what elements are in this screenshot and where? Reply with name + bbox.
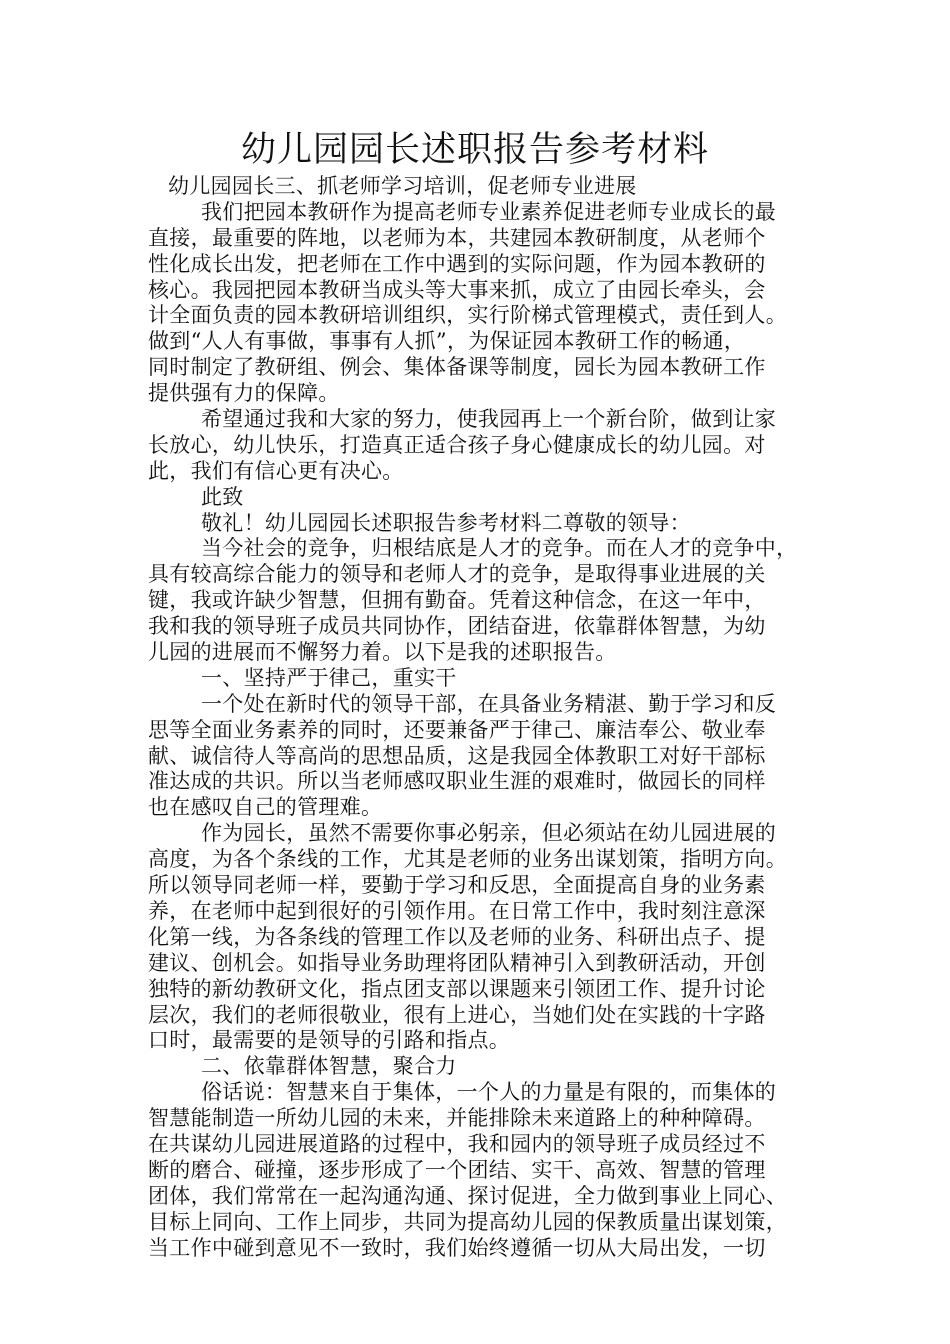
paragraph-line: 献、诚信待人等高尚的思想品质，这是我园全体教职工对好干部标 bbox=[148, 743, 766, 768]
paragraph-line: 化第一线，为各条线的管理工作以及老师的业务、科研出点子、提 bbox=[148, 924, 766, 949]
paragraph-line: 一个处在新时代的领导干部，在具备业务精湛、勤于学习和反 bbox=[201, 691, 777, 716]
section-heading: 一、坚持严于律己，重实干 bbox=[201, 665, 457, 690]
section-subtitle: 幼儿园园长三、抓老师学习培训，促老师专业进展 bbox=[168, 174, 637, 198]
paragraph-line: 我和我的领导班子成员共同协作，团结奋进，依靠群体智慧，为幼 bbox=[148, 614, 766, 639]
paragraph-line: 此，我们有信心更有决心。 bbox=[148, 458, 404, 483]
paragraph-line: 长放心，幼儿快乐，打造真正适合孩子身心健康成长的幼儿园。对 bbox=[148, 432, 766, 457]
paragraph-line: 也在感叹自己的管理难。 bbox=[148, 795, 383, 820]
paragraph-line: 当工作中碰到意见不一致时，我们始终遵循一切从大局出发，一切 bbox=[148, 1235, 766, 1260]
salutation-line: 敬礼！幼儿园园长述职报告参考材料二尊敬的领导： bbox=[201, 510, 691, 535]
section-heading: 二、依靠群体智慧，聚合力 bbox=[201, 1054, 457, 1079]
paragraph-line: 作为园长，虽然不需要你事必躬亲，但必须站在幼儿园进展的 bbox=[201, 821, 777, 846]
paragraph-line: 做到“人人有事做，事事有人抓”，为保证园本教研工作的畅通， bbox=[148, 329, 746, 354]
paragraph-line: 口时，最需要的是领导的引路和指点。 bbox=[148, 1028, 511, 1053]
closing-line: 此致 bbox=[201, 484, 244, 509]
paragraph-line: 俗话说：智慧来自于集体，一个人的力量是有限的，而集体的 bbox=[201, 1080, 777, 1105]
paragraph-line: 儿园的进展而不懈努力着。以下是我的述职报告。 bbox=[148, 640, 617, 665]
paragraph-line: 断的磨合、碰撞，逐步形成了一个团结、实干、高效、智慧的管理 bbox=[148, 1157, 766, 1182]
paragraph-line: 建议、创机会。如指导业务助理将团队精神引入到教研活动，开创 bbox=[148, 950, 766, 975]
paragraph-line: 具有较高综合能力的领导和老师人才的竞争，是取得事业进展的关 bbox=[148, 562, 766, 587]
paragraph-line: 团体，我们常常在一起沟通沟通、探讨促进，全力做到事业上同心、 bbox=[148, 1183, 787, 1208]
paragraph-line: 当今社会的竞争，归根结底是人才的竞争。而在人才的竞争中， bbox=[201, 536, 798, 561]
paragraph-line: 层次，我们的老师很敬业，很有上进心，当她们处在实践的十字路 bbox=[148, 1002, 766, 1027]
paragraph-line: 性化成长出发，把老师在工作中遇到的实际问题，作为园本教研的 bbox=[148, 251, 766, 276]
paragraph-line: 提供强有力的保障。 bbox=[148, 381, 340, 406]
document-body bbox=[148, 174, 828, 1261]
paragraph-line: 养，在老师中起到很好的引领作用。在日常工作中，我时刻注意深 bbox=[148, 898, 766, 923]
paragraph-line: 直接，最重要的阵地，以老师为本，共建园本教研制度，从老师个 bbox=[148, 225, 766, 250]
paragraph-line: 准达成的共识。所以当老师感叹职业生涯的艰难时，做园长的同样 bbox=[148, 769, 766, 794]
paragraph-line: 目标上同向、工作上同步，共同为提高幼儿园的保教质量出谋划策， bbox=[148, 1209, 787, 1234]
paragraph-line: 所以领导同老师一样，要勤于学习和反思，全面提高自身的业务素 bbox=[148, 873, 766, 898]
paragraph-line: 我们把园本教研作为提高老师专业素养促进老师专业成长的最 bbox=[201, 199, 777, 224]
paragraph-line: 希望通过我和大家的努力，使我园再上一个新台阶，做到让家 bbox=[201, 407, 777, 432]
paragraph-line: 同时制定了教研组、例会、集体备课等制度，园长为园本教研工作 bbox=[148, 355, 766, 380]
page-title: 幼儿园园长述职报告参考材料 bbox=[240, 130, 709, 170]
paragraph-line: 高度，为各个条线的工作，尤其是老师的业务出谋划策，指明方向。 bbox=[148, 847, 787, 872]
paragraph-line: 键，我或许缺少智慧，但拥有勤奋。凭着这种信念，在这一年中， bbox=[148, 588, 766, 613]
paragraph-line: 计全面负责的园本教研培训组织，实行阶梯式管理模式，责任到人。 bbox=[148, 303, 787, 328]
paragraph-line: 核心。我园把园本教研当成头等大事来抓，成立了由园长牵头，会 bbox=[148, 277, 766, 302]
paragraph-line: 思等全面业务素养的同时，还要兼备严于律己、廉洁奉公、敬业奉 bbox=[148, 717, 766, 742]
paragraph-line: 在共谋幼儿园进展道路的过程中，我和园内的领导班子成员经过不 bbox=[148, 1131, 766, 1156]
paragraph-line: 智慧能制造一所幼儿园的未来，并能排除未来道路上的种种障碍。 bbox=[148, 1106, 766, 1131]
paragraph-line: 独特的新幼教研文化，指点团支部以课题来引领团工作、提升讨论 bbox=[148, 976, 766, 1001]
